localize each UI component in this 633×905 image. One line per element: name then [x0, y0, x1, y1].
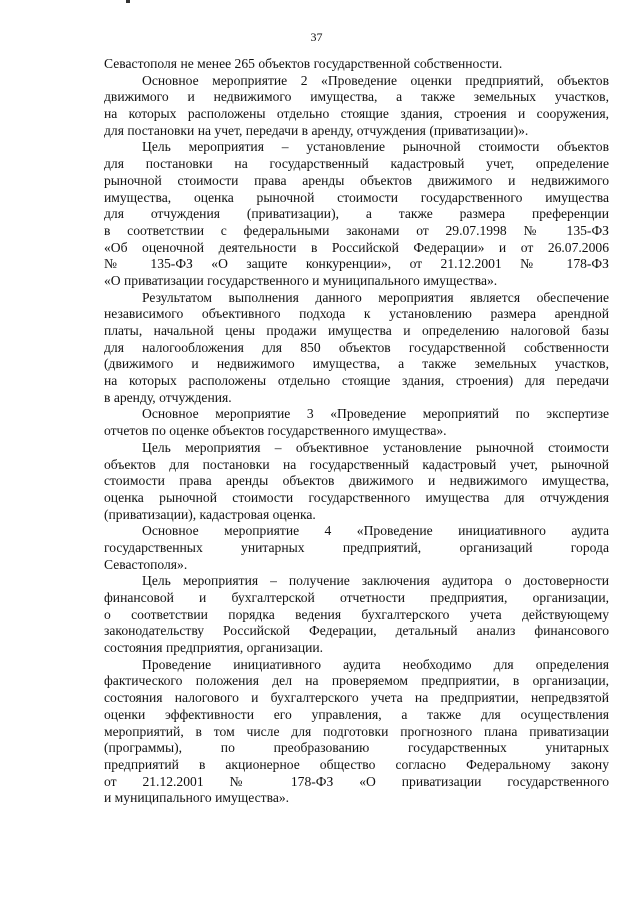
text-line: на которых расположены отдельно стоящие здания, строения и сооружения, [104, 106, 609, 122]
text-line: рыночной стоимости права аренды объектов движимого и недвижимого [104, 172, 609, 188]
text-line: для налогообложения для 850 объектов государственной собственности [104, 339, 609, 355]
document-body [104, 56, 609, 807]
text-line: Результатом выполнения данного мероприятия является обеспечение [142, 289, 609, 305]
text-line: платы, начальной цены продажи имущества и определению налоговой базы [104, 323, 609, 338]
text-line: для постановки на государственный кадастровый учет, определение [104, 156, 609, 172]
text-line: независимого объективного подхода к установлению размера арендной [104, 306, 609, 322]
page-number: 37 [310, 30, 323, 44]
scan-mark [126, 0, 130, 3]
text-line: Основное мероприятие 2 «Проведение оценки предприятий, объектов [142, 72, 609, 88]
text-line: № 135-ФЗ «О защите конкуренции», от 21.12.2001 № 178-ФЗ [104, 256, 609, 272]
text-line: движимого и недвижимого имущества, а также земельных участков, [104, 89, 609, 105]
text-line: финансовой и бухгалтерской отчетности предприятия, организации, [104, 590, 609, 605]
text-line: от 21.12.2001 № 178-ФЗ «О приватизации государственного [104, 773, 609, 789]
text-line: Проведение инициативного аудита необходимо для определения [142, 656, 609, 672]
text-line: мероприятий, в том числе для подготовки прогнозного плана приватизации [104, 723, 609, 739]
text-line: законодательству Российской Федерации, детальный анализ финансового [104, 623, 609, 639]
text-line: государственных унитарных предприятий, организаций города [104, 539, 609, 555]
text-line: в соответствии с федеральными законами от 29.07.1998 № 135-ФЗ [104, 222, 609, 238]
text-line: Цель мероприятия – получение заключения аудитора о достоверности [142, 573, 609, 589]
text-line: предприятий в акционерное общество согласно Федеральному закону [104, 756, 609, 772]
text-line: (приватизации), кадастровая оценка. [104, 506, 316, 522]
text-line: оценки эффективности его управления, а также для осуществления [104, 706, 609, 722]
text-line: отчетов по оценке объектов государственного имущества». [104, 423, 447, 439]
text-line: «О приватизации государственного и муниципального имущества». [104, 272, 498, 288]
text-line: «Об оценочной деятельности в Российской Федерации» и от 26.07.2006 [104, 239, 609, 255]
text-line: Севастополя». [104, 556, 188, 572]
text-line: (движимого и недвижимого имущества, а также земельных участков, [104, 356, 609, 372]
text-line: для отчуждения (приватизации), а также размера преференции [104, 206, 609, 222]
text-line: Цель мероприятия – объективное установление рыночной стоимости [142, 439, 609, 455]
text-line: Цель мероприятия – установление рыночной стоимости объектов [142, 139, 609, 155]
text-line: стоимости права аренды объектов движимого и недвижимого имущества, [104, 473, 609, 489]
text-line: о соответствии порядка ведения бухгалтерского учета действующему [104, 606, 609, 622]
text-line: Основное мероприятие 3 «Проведение мероприятий по экспертизе [142, 406, 609, 422]
text-line: имущества, оценка рыночной стоимости государственного имущества [104, 189, 609, 205]
text-line: для постановки на учет, передачи в аренду, отчуждения (приватизации)». [104, 122, 529, 138]
text-line: объектов для постановки на государственный кадастровый учет, рыночной [104, 456, 609, 472]
text-line: состояния налогового и бухгалтерского учета на предприятии, непредвзятой [104, 690, 609, 706]
text-line: на которых расположены отдельно стоящие здания, строения) для передачи [104, 373, 609, 389]
text-line: Севастополя не менее 265 объектов государственной собственности. [104, 56, 503, 71]
text-line: состояния предприятия, организации. [104, 640, 324, 656]
text-line: оценка рыночной стоимости государственного имущества для отчуждения [104, 489, 609, 505]
text-line: Основное мероприятие 4 «Проведение инициативного аудита [142, 523, 609, 539]
text-line: (программы), по преобразованию государственных унитарных [104, 740, 609, 756]
text-line: в аренду, отчуждения. [104, 389, 232, 405]
text-line: фактического положения дел на проверяемом предприятии, в организации, [104, 673, 609, 689]
text-line: и муниципального имущества». [104, 790, 290, 806]
